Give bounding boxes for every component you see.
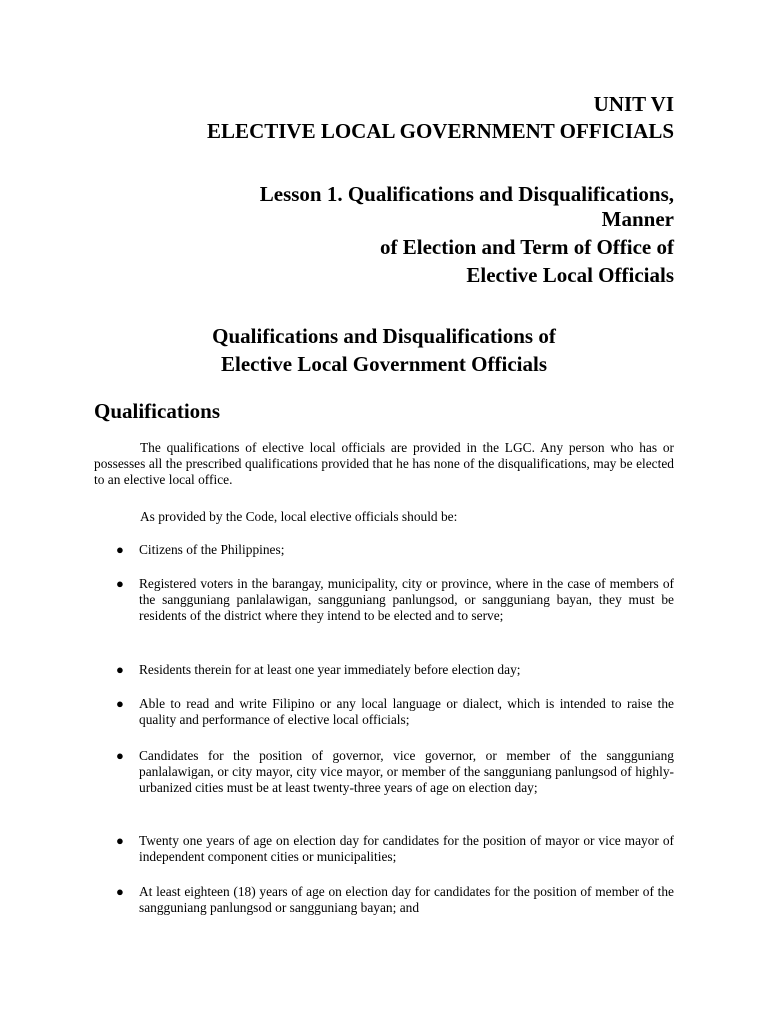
intro-paragraph: The qualifications of elective local officials are provided in the LGC. Any person who has or possesses all the prescribed qualifications provided that he has none of the disqualifications, may be elected to an elective local office.: [94, 440, 674, 487]
list-item: [94, 576, 674, 624]
bullet-icon: ●: [116, 542, 124, 557]
section-title-line: Elective Local Government Officials: [220, 352, 547, 376]
bullet-icon: ●: [116, 576, 124, 591]
unit-title: ELECTIVE LOCAL GOVERNMENT OFFICIALS: [207, 119, 674, 143]
code-intro-paragraph: As provided by the Code, local elective officials should be:: [140, 509, 458, 524]
lesson-title-line: of Election and Term of Office of: [380, 235, 674, 259]
lesson-title-line: Manner: [601, 207, 674, 231]
lesson-title-line: Elective Local Officials: [466, 263, 674, 287]
unit-number: UNIT VI: [593, 92, 674, 116]
list-item: [94, 662, 674, 678]
bullet-icon: ●: [116, 748, 124, 763]
list-item-text: Registered voters in the barangay, municipality, city or province, where in the case of members of the sangguniang panlalawigan, sangguniang panlungsod, or sangguniang bayan, they must be residents of the district where they intend to be elected and to serve;: [139, 576, 674, 623]
section-title-line: Qualifications and Disqualifications of: [212, 324, 556, 348]
bullet-icon: ●: [116, 884, 124, 899]
list-item: [94, 748, 674, 796]
list-item-text: Able to read and write Filipino or any local language or dialect, which is intended to raise the quality and performance of elective local officials;: [139, 696, 674, 727]
list-item-text: At least eighteen (18) years of age on election day for candidates for the position of member of the sangguniang panlungsod or sangguniang bayan; and: [139, 884, 674, 915]
qualifications-heading: Qualifications: [94, 399, 221, 423]
list-item-text: Twenty one years of age on election day for candidates for the position of mayor or vice mayor of independent component cities or municipalities;: [139, 833, 674, 864]
list-item: [94, 696, 674, 728]
bullet-icon: ●: [116, 833, 124, 848]
bullet-icon: ●: [116, 662, 124, 677]
list-item-text: Candidates for the position of governor, vice governor, or member of the sangguniang panlalawigan, or city mayor, city vice mayor, or member of the sangguniang panlungsod of highly-urbanized cities must be at least twenty-three years of age on election day;: [139, 748, 674, 795]
lesson-title-line: Lesson 1. Qualifications and Disqualifications,: [259, 182, 674, 206]
list-item: [94, 884, 674, 916]
bullet-icon: ●: [116, 696, 124, 711]
list-item: [94, 542, 674, 558]
list-item-text: Citizens of the Philippines;: [139, 542, 285, 557]
list-item-text: Residents therein for at least one year immediately before election day;: [139, 662, 521, 677]
list-item: [94, 833, 674, 865]
